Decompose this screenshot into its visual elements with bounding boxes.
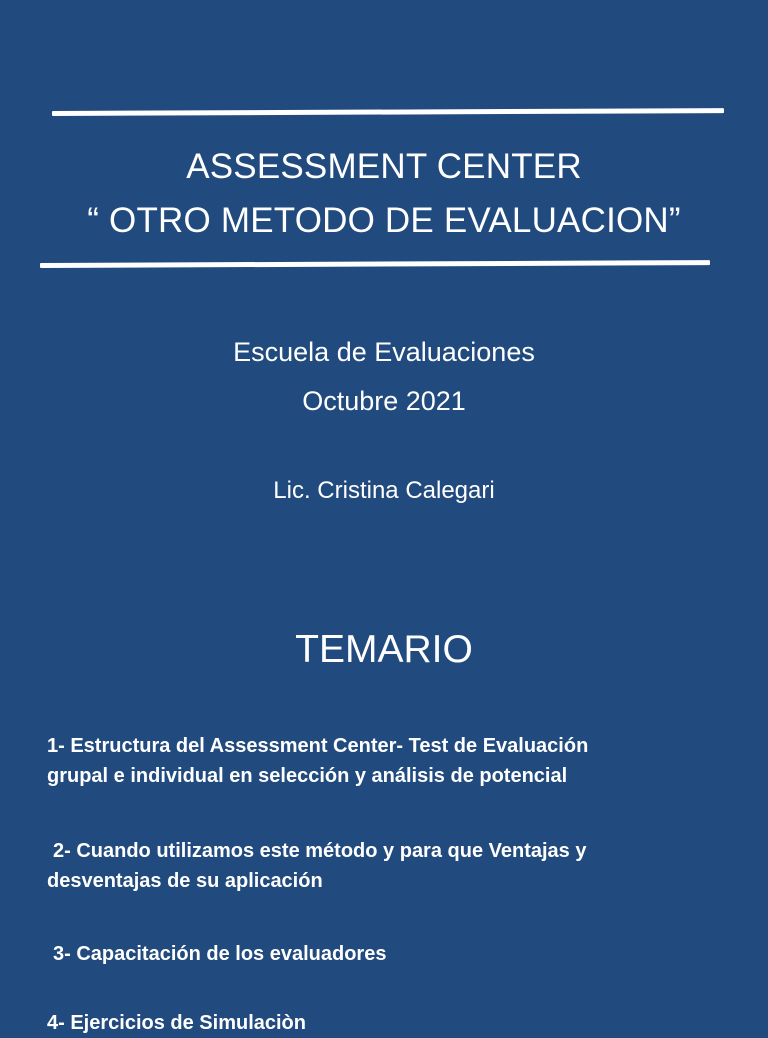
title-line-2: “ OTRO METODO DE EVALUACION”	[87, 201, 681, 240]
topic-item-4	[47, 1008, 707, 1038]
topic-item-4-text: - Ejercicios de Simulaciòn	[58, 1012, 306, 1034]
topic-item-2-number: 2	[53, 840, 65, 862]
school-name: Escuela de Evaluaciones	[233, 337, 535, 367]
topic-item-1-number: 1	[47, 735, 59, 757]
topic-item-3-number: 3	[53, 943, 65, 965]
top-divider	[52, 108, 724, 116]
topic-item-3-line-1	[53, 939, 713, 969]
author: Lic. Cristina Calegari	[273, 477, 495, 504]
title-line-1: ASSESSMENT CENTER	[186, 147, 582, 186]
date: Octubre 2021	[302, 386, 466, 416]
topic-item-2-line-1	[53, 836, 713, 866]
topic-item-1-line-2: grupal e individual en selección y análisis de potencial	[47, 765, 568, 787]
topic-item-1	[47, 731, 707, 791]
topic-item-2	[47, 836, 713, 896]
topic-item-4-number: 4	[47, 1012, 59, 1034]
topic-item-4-line-1	[47, 1008, 707, 1038]
title	[0, 140, 768, 248]
topic-item-1-line-1	[47, 731, 707, 761]
bottom-divider	[40, 260, 710, 268]
topic-item-1-text: - Estructura del Assessment Center- Test de Evaluación	[58, 735, 589, 757]
topic-item-2-text: - Cuando utilizamos este método y para que Ventajas y	[64, 840, 587, 862]
topic-item-3-text: - Capacitación de los evaluadores	[64, 943, 387, 965]
temario-heading: TEMARIO	[295, 628, 473, 671]
topic-item-2-line-2: desventajas de su aplicación	[47, 870, 323, 892]
topic-item-3	[53, 939, 713, 969]
